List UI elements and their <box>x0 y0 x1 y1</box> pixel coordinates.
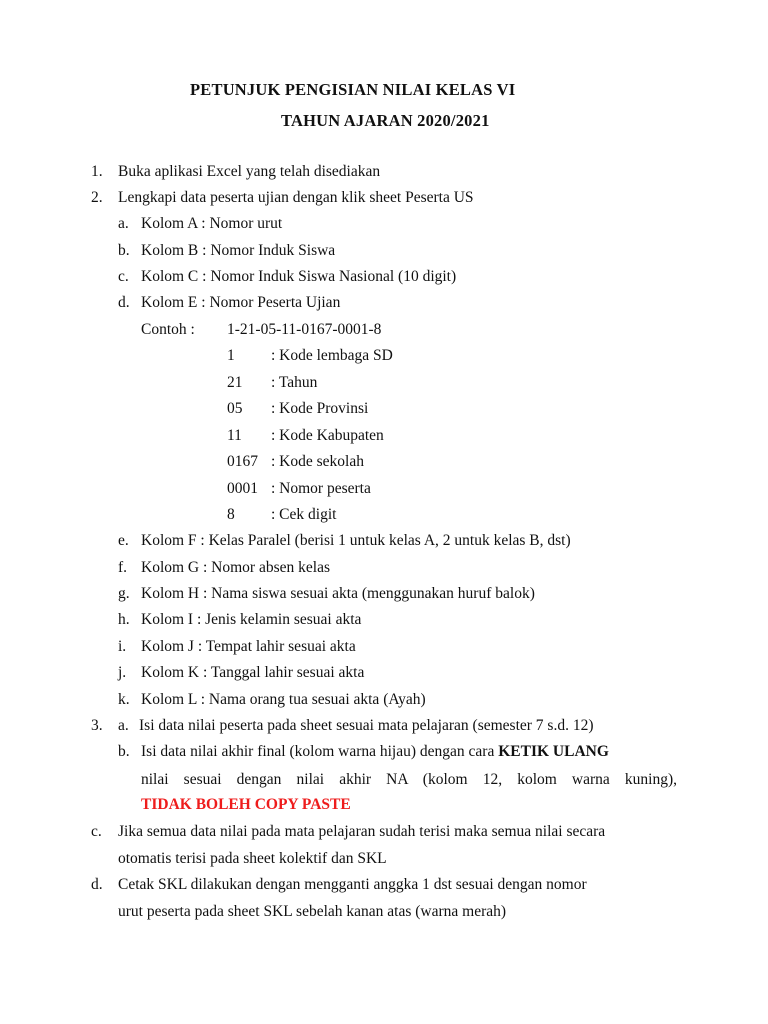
code-desc: : Nomor peserta <box>271 480 371 497</box>
code-desc: : Kode sekolah <box>271 453 364 470</box>
item-3a-marker: a. <box>118 717 129 734</box>
subitem-a-marker: a. <box>118 215 129 232</box>
code-desc: : Kode lembaga SD <box>271 347 393 364</box>
item-3b-line1 <box>141 742 609 762</box>
subitem-k-marker: k. <box>118 691 130 708</box>
ketik-ulang-emphasis: KETIK ULANG <box>498 743 609 760</box>
code-key: 21 <box>227 374 243 391</box>
item-3-marker: 3. <box>91 717 103 734</box>
code-key: 0001 <box>227 480 258 497</box>
example-value: 1-21-05-11-0167-0001-8 <box>227 321 382 338</box>
code-desc: : Cek digit <box>271 506 337 523</box>
item-d-line2: urut peserta pada sheet SKL sebelah kanan atas (warna merah) <box>118 903 507 920</box>
code-desc: : Kode Provinsi <box>271 400 369 417</box>
subitem-f-marker: f. <box>118 559 128 576</box>
document-title: PETUNJUK PENGISIAN NILAI KELAS VI <box>190 80 516 99</box>
subitem-c-text: Kolom C : Nomor Induk Siswa Nasional (10 digit) <box>141 268 457 285</box>
subitem-g-text: Kolom H : Nama siswa sesuai akta (menggunakan huruf balok) <box>141 585 535 602</box>
code-key: 11 <box>227 427 242 444</box>
item-3a-text: Isi data nilai peserta pada sheet sesuai mata pelajaran (semester 7 s.d. 12) <box>139 717 594 734</box>
document-subtitle: TAHUN AJARAN 2020/2021 <box>281 111 490 130</box>
subitem-f-text: Kolom G : Nomor absen kelas <box>141 559 330 576</box>
code-key: 8 <box>227 506 235 523</box>
code-desc: : Tahun <box>271 374 318 391</box>
subitem-d-marker: d. <box>118 294 130 311</box>
code-desc: : Kode Kabupaten <box>271 427 384 444</box>
item-3b-text: Isi data nilai akhir final (kolom warna hijau) dengan cara <box>141 743 499 760</box>
subitem-e-marker: e. <box>118 532 129 549</box>
item-d-line1: Cetak SKL dilakukan dengan mengganti anggka 1 dst sesuai dengan nomor <box>118 876 587 893</box>
item-2-text: Lengkapi data peserta ujian dengan klik sheet Peserta US <box>118 189 474 206</box>
subitem-h-text: Kolom I : Jenis kelamin sesuai akta <box>141 611 362 628</box>
example-label: Contoh : <box>141 321 195 338</box>
item-c-marker: c. <box>91 823 102 840</box>
subitem-a-text: Kolom A : Nomor urut <box>141 215 283 232</box>
subitem-c-marker: c. <box>118 268 129 285</box>
subitem-g-marker: g. <box>118 585 130 602</box>
item-1-marker: 1. <box>91 163 103 180</box>
code-key: 05 <box>227 400 243 417</box>
subitem-b-text: Kolom B : Nomor Induk Siswa <box>141 242 336 259</box>
item-2-marker: 2. <box>91 189 103 206</box>
item-3b-line2: nilai sesuai dengan nilai akhir NA (kolom 12, kolom warna kuning), <box>141 771 677 788</box>
subitem-j-marker: j. <box>118 664 127 681</box>
no-copy-paste-warning: TIDAK BOLEH COPY PASTE <box>141 796 351 813</box>
subitem-h-marker: h. <box>118 611 130 628</box>
item-3b-marker: b. <box>118 743 130 760</box>
subitem-j-text: Kolom K : Tanggal lahir sesuai akta <box>141 664 365 681</box>
subitem-e-text: Kolom F : Kelas Paralel (berisi 1 untuk kelas A, 2 untuk kelas B, dst) <box>141 532 571 549</box>
item-c-line2: otomatis terisi pada sheet kolektif dan SKL <box>118 850 387 867</box>
item-d-marker: d. <box>91 876 103 893</box>
subitem-i-text: Kolom J : Tempat lahir sesuai akta <box>141 638 356 655</box>
code-key: 1 <box>227 347 235 364</box>
item-1-text: Buka aplikasi Excel yang telah disediakan <box>118 163 381 180</box>
subitem-b-marker: b. <box>118 242 130 259</box>
subitem-d-text: Kolom E : Nomor Peserta Ujian <box>141 294 341 311</box>
subitem-k-text: Kolom L : Nama orang tua sesuai akta (Ayah) <box>141 691 426 708</box>
code-key: 0167 <box>227 453 258 470</box>
item-c-line1: Jika semua data nilai pada mata pelajaran sudah terisi maka semua nilai secara <box>118 823 606 840</box>
subitem-i-marker: i. <box>118 638 127 655</box>
